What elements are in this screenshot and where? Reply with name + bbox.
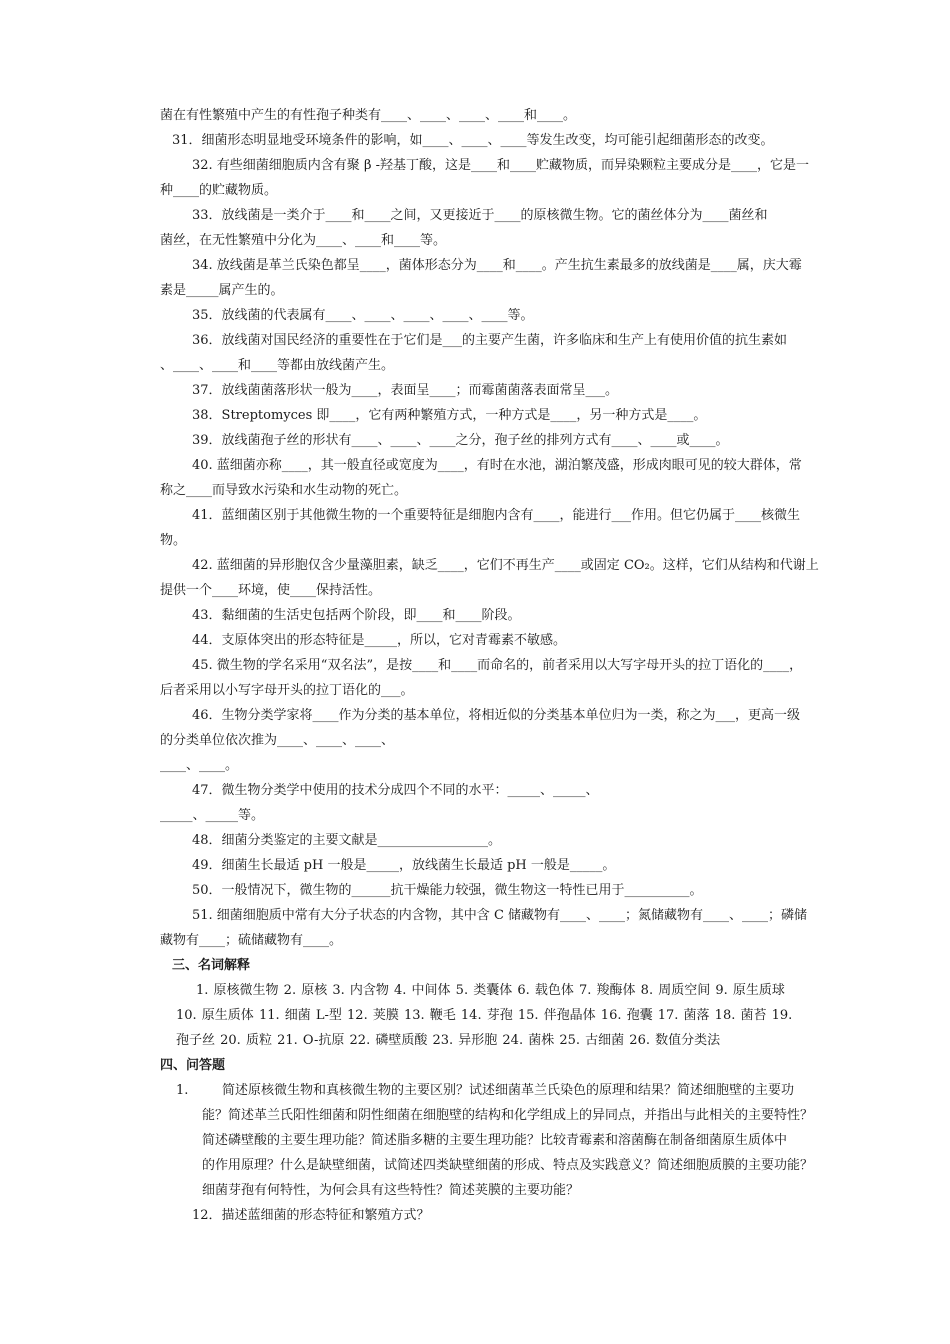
- text-line: 34. 放线菌是革兰氏染色都呈____，菌体形态分为____和____。产生抗生素最多的放线菌是____属，庆大霉: [192, 258, 802, 273]
- text-line: 43．黏细菌的生活史包括两个阶段，即____和____阶段。: [192, 608, 521, 623]
- text-line: 44．支原体突出的形态特征是_____，所以，它对青霉素不敏感。: [192, 633, 567, 648]
- question-text: 简述原核微生物和真核微生物的主要区别？试述细菌革兰氏染色的原理和结果？简述细胞壁的主要功: [222, 1083, 795, 1098]
- text-line: 37．放线菌菌落形状一般为____，表面呈____；而霉菌菌落表面常呈___。: [192, 383, 619, 398]
- text-line: 51. 细菌细胞质中常有大分子状态的内含物，其中含 C 储藏物有____、____；氮储藏物有____、____；磷储: [192, 908, 808, 923]
- text-line: 38．Streptomyces 即____，它有两种繁殖方式，一种方式是____，另一种方式是____。: [192, 408, 707, 423]
- text-line: 39．放线菌孢子丝的形状有____、____、____之分，孢子丝的排列方式有____、____或____。: [192, 433, 729, 448]
- text-line: 素是_____属产生的。: [160, 283, 284, 298]
- terms-line: 1. 原核微生物 2. 原核 3. 内含物 4. 中间体 5. 类囊体 6. 载色体 7. 羧酶体 8. 周质空间 9. 原生质球: [196, 983, 785, 998]
- text-line: 42. 蓝细菌的异形胞仅含少量藻胆素，缺乏____，它们不再生产____或固定 CO₂。这样，它们从结构和代谢上: [192, 558, 819, 573]
- text-line: 后者采用以小写字母开头的拉丁语化的___。: [160, 683, 414, 698]
- text-line: 49．细菌生长最适 pH 一般是_____，放线菌生长最适 pH 一般是_____。: [192, 858, 616, 873]
- text-line: 46．生物分类学家将____作为分类的基本单位，将相近似的分类基本单位归为一类，称之为___，更高一级: [192, 708, 801, 723]
- text-line: 藏物有____；硫储藏物有____。: [160, 933, 343, 948]
- text-line: 32. 有些细菌细胞质内含有聚 β -羟基丁酸，这是____和____贮藏物质，而异染颗粒主要成分是____，它是一: [192, 158, 809, 173]
- question-number: 1.: [176, 1083, 189, 1098]
- question-text: 的作用原理？什么是缺壁细菌，试简述四类缺壁细菌的形成、特点及实践意义？简述细胞质膜的主要功能？: [202, 1158, 814, 1173]
- text-line: 47．微生物分类学中使用的技术分成四个不同的水平：_____、_____、: [192, 783, 599, 798]
- text-line: 的分类单位依次推为____、____、____、: [160, 733, 395, 748]
- text-line: 33．放线菌是一类介于____和____之间，又更接近于____的原核微生物。它的菌丝体分为____菌丝和: [192, 208, 768, 223]
- question-text: 12．描述蓝细菌的形态特征和繁殖方式？: [192, 1208, 430, 1223]
- text-line: 称之____而导致水污染和水生动物的死亡。: [160, 483, 408, 498]
- terms-line: 孢子丝 20. 质粒 21. O-抗原 22. 磷壁质酸 23. 异形胞 24. 菌株 25. 古细菌 26. 数值分类法: [176, 1033, 721, 1048]
- text-line: 、____、____和____等都由放线菌产生。: [160, 358, 395, 373]
- text-line: 45. 微生物的学名采用“双名法”，是按____和____而命名的，前者采用以大写字母开头的拉丁语化的____，: [192, 658, 803, 673]
- text-line: _____、_____等。: [160, 808, 265, 823]
- text-line: 物。: [160, 533, 187, 548]
- text-line: ____、____。: [160, 758, 239, 773]
- text-line: 50．一般情况下，微生物的______抗干燥能力较强，微生物这一特性已用于__________。: [192, 883, 703, 898]
- section-heading-questions: 四、问答题: [160, 1058, 226, 1073]
- terms-line: 10. 原生质体 11. 细菌 L-型 12. 荚膜 13. 鞭毛 14. 芽孢 15. 伴孢晶体 16. 孢囊 17. 菌落 18. 菌苔 19.: [176, 1008, 793, 1023]
- text-line: 提供一个____环境，使____保持活性。: [160, 583, 382, 598]
- text-line: 41．蓝细菌区别于其他微生物的一个重要特征是细胞内含有____，能进行___作用。但它仍属于____核微生: [192, 508, 801, 523]
- question-text: 简述磷壁酸的主要生理功能？简述脂多糖的主要生理功能？比较青霉素和溶菌酶在制备细菌原生质体中: [202, 1133, 788, 1148]
- section-heading-terms: 三、名词解释: [172, 958, 251, 973]
- text-line: 种____的贮藏物质。: [160, 183, 278, 198]
- text-line: 48．细菌分类鉴定的主要文献是_________________。: [192, 833, 502, 848]
- text-line: 31．细菌形态明显地受环境条件的影响，如____、____、____等发生改变，均可能引起细菌形态的改变。: [172, 133, 774, 148]
- text-line: 40. 蓝细菌亦称____，其一般直径或宽度为____，有时在水池，湖泊繁茂盛，形成肉眼可见的较大群体，常: [192, 458, 802, 473]
- text-line: 36．放线菌对国民经济的重要性在于它们是___的主要产生菌，许多临床和生产上有使用价值的抗生素如: [192, 333, 788, 348]
- question-text: 细菌芽孢有何特性，为何会具有这些特性？简述荚膜的主要功能？: [202, 1183, 580, 1198]
- text-line: 菌丝，在无性繁殖中分化为____、____和____等。: [160, 233, 447, 248]
- text-line: 菌在有性繁殖中产生的有性孢子种类有____、____、____、____和____。: [160, 108, 577, 123]
- text-line: 35．放线菌的代表属有____、____、____、____、____等。: [192, 308, 534, 323]
- question-text: 能？简述革兰氏阳性细菌和阴性细菌在细胞壁的结构和化学组成上的异同点，并指出与此相关的主要特性？: [202, 1108, 814, 1123]
